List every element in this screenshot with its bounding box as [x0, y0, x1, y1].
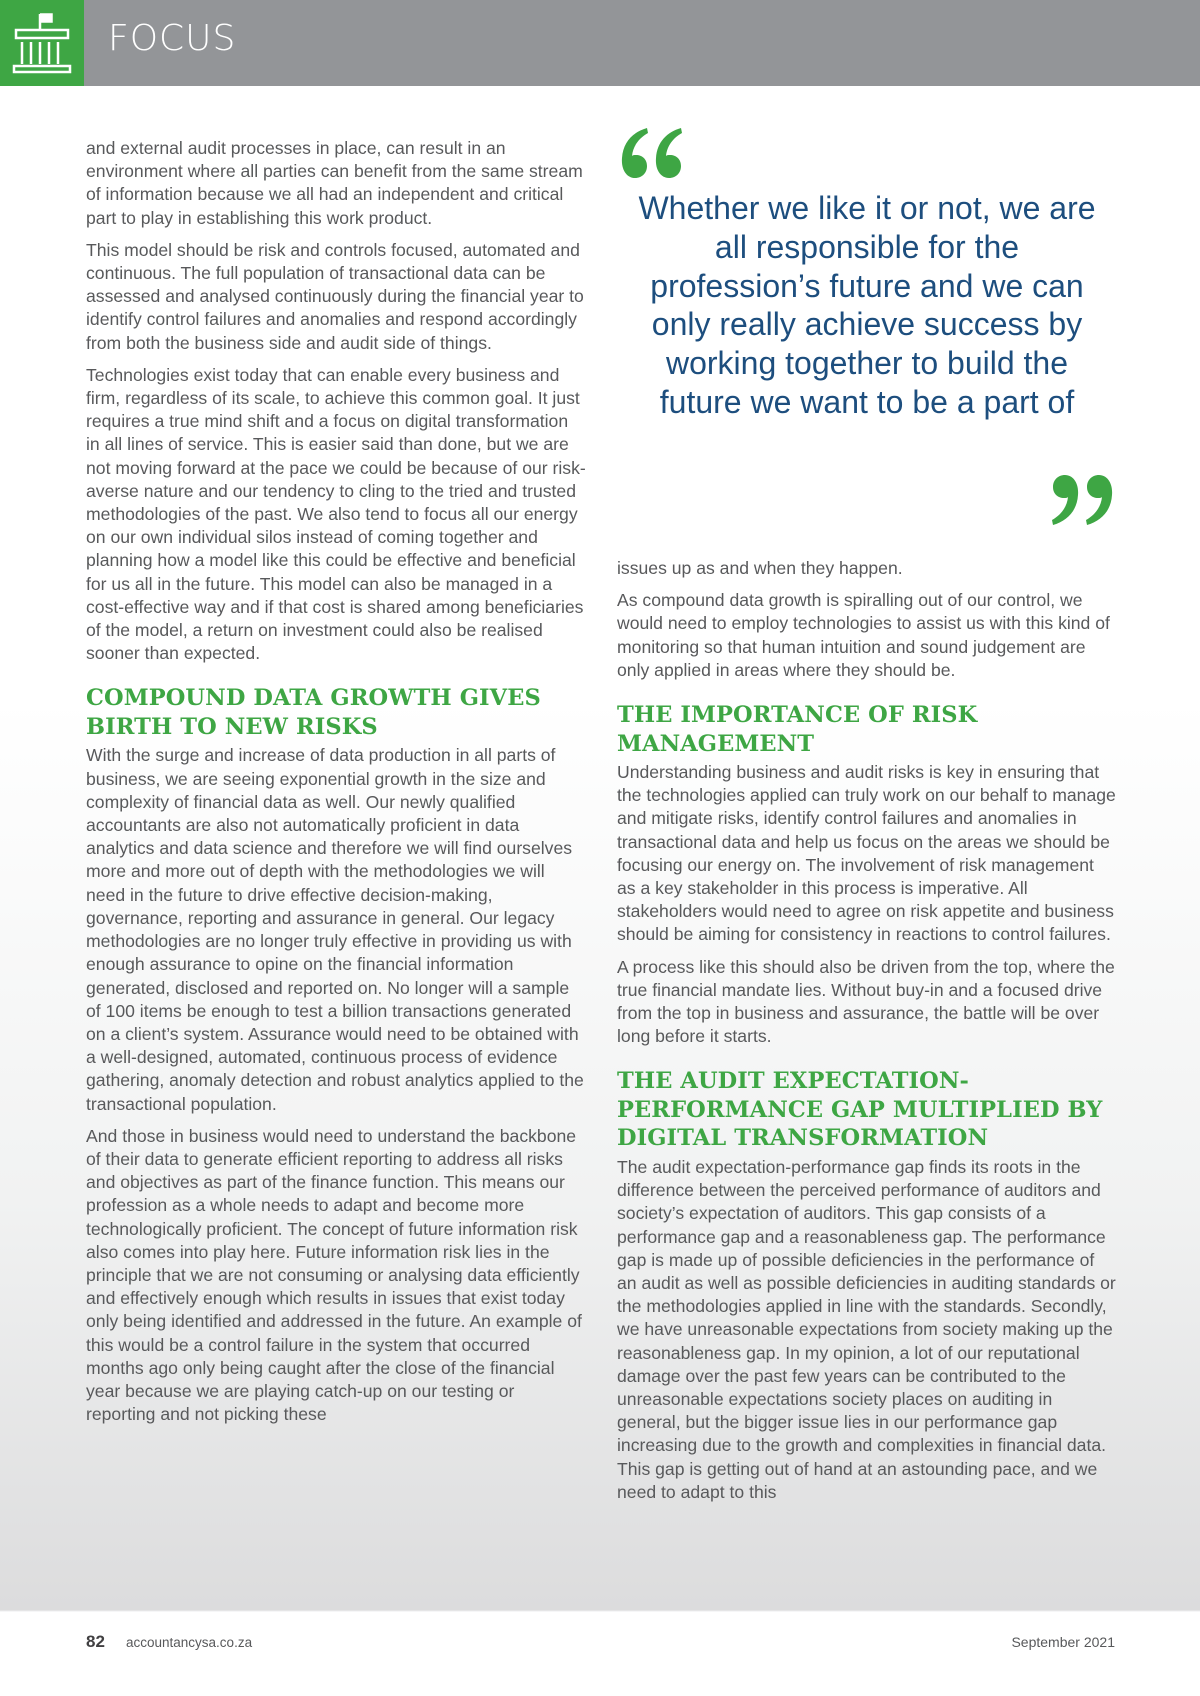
- section-icon-box: [0, 0, 84, 86]
- footer-website: accountancysa.co.za: [126, 1635, 253, 1650]
- body-paragraph: Understanding business and audit risks is key in ensuring that the technologies applied can truly work on our behalf to manage and mitigate risks, identify control failures and anomalies in transactional data and help us focus on the areas we should be focusing our energy on. The involvement of risk management as a key stakeholder in this process is imperative. All stakeholders would need to agree on risk appetite and business should be aiming for consistency in reactions to control failures.: [617, 762, 1116, 945]
- quote-open-icon: [617, 124, 687, 184]
- building-icon: [10, 10, 74, 76]
- body-paragraph: Technologies exist today that can enable every business and firm, regardless of its scale, to achieve this common goal. It just requires a true mind shift and a focus on digital transformation in all lines of service. This is easier said than done, but we are not moving forward at the pace we could be because of our risk-averse nature and our tendency to cling to the tried and trusted methodologies of the past. We also tend to focus all our energy on our own individual silos instead of coming together and planning how a model like this could be effective and beneficial for us all in the future. This model can also be managed in a cost-effective way and if that cost is shared among beneficiaries of the model, a return on investment could also be realised sooner than expected.: [86, 364, 586, 664]
- body-paragraph: A process like this should also be driven from the top, where the true financial mandate lies. Without buy-in and a focused drive from the top in business and assurance, the battle will be over long before it starts.: [617, 956, 1115, 1047]
- body-paragraph: issues up as and when they happen.: [617, 558, 903, 578]
- section-heading: COMPOUND DATA GROWTH GIVES BIRTH TO NEW RISKS: [86, 685, 541, 740]
- page-number: 82: [86, 1632, 105, 1651]
- right-column: [617, 557, 1117, 1513]
- quote-close-icon: [1047, 469, 1117, 529]
- footer-date: September 2021: [1011, 1634, 1115, 1650]
- body-paragraph: And those in business would need to understand the backbone of their data to generate efficient reporting to address all risks and objectives as part of the finance function. This means our profession as a whole needs to adapt and become more technologically proficient. The concept of future information risk also comes into play here. Future information risk lies in the principle that we are not consuming or analysing data efficiently and effectively enough which results in issues that exist today only being identified and addressed in the future. An example of this would be a control failure in the system that occurred months ago only being caught after the close of the financial year because we are playing catch-up on our testing or reporting and not picking these: [86, 1125, 582, 1425]
- body-paragraph: and external audit processes in place, can result in an environment where all parties can benefit from the same stream of information because we all had an independent and critical part to play in establishing this work product.: [86, 138, 583, 228]
- body-paragraph: This model should be risk and controls focused, automated and continuous. The full population of transactional data can be assessed and analysed continuously during the financial year to identify control failures and anomalies and respond accordingly from both the business side and audit side of things.: [86, 239, 584, 353]
- pull-quote-text: Whether we like it or not, we are all responsible for the profession’s future and we can only really achieve success by working together to build the future we want to be a part of: [638, 190, 1096, 420]
- pull-quote: [617, 124, 1117, 534]
- body-paragraph: The audit expectation-performance gap finds its roots in the difference between the perceived performance of auditors and society’s expectation of auditors. This gap consists of a performance gap and a reasonableness gap. The performance gap is made up of possible deficiencies in the performance of an audit as well as possible deficiencies in auditing standards or the methodologies applied in line with the standards. Secondly, we have unreasonable expectations from society making up the reasonableness gap. In my opinion, a lot of our reputational damage over the past few years can be contributed to the unreasonable expectations society places on auditing in general, but the bigger issue lies in our performance gap increasing due to the growth and complexities in financial data. This gap is getting out of hand at an astounding pace, and we need to adapt to this: [617, 1156, 1116, 1502]
- section-heading: THE AUDIT EXPECTATION-PERFORMANCE GAP MULTIPLIED BY DIGITAL TRANSFORMATION: [617, 1068, 1103, 1152]
- body-paragraph: As compound data growth is spiralling out of our control, we would need to employ technologies to assist us with this kind of monitoring so that human intuition and sound judgement are only applied in areas where they should be.: [617, 590, 1110, 680]
- left-column: [86, 137, 586, 1435]
- section-label: FOCUS: [108, 18, 237, 59]
- section-heading: THE IMPORTANCE OF RISK MANAGEMENT: [617, 702, 978, 757]
- section-header: [0, 0, 1200, 86]
- body-paragraph: With the surge and increase of data production in all parts of business, we are seeing exponential growth in the size and complexity of financial data as well. Our newly qualified accountants are also not automatically proficient in data analytics and data science and therefore we will find ourselves more and more out of depth with the methodologies we will need in the future to drive effective decision-making, governance, reporting and assurance in general. Our legacy methodologies are no longer truly effective in providing us with enough assurance to opine on the financial information generated, disclosed and reported on. No longer will a sample of 100 items be enough to test a billion transactions generated on a client’s system. Assurance would need to be obtained with a well-designed, automated, continuous process of evidence gathering, anomaly detection and robust analytics applied to the transactional population.: [86, 745, 584, 1114]
